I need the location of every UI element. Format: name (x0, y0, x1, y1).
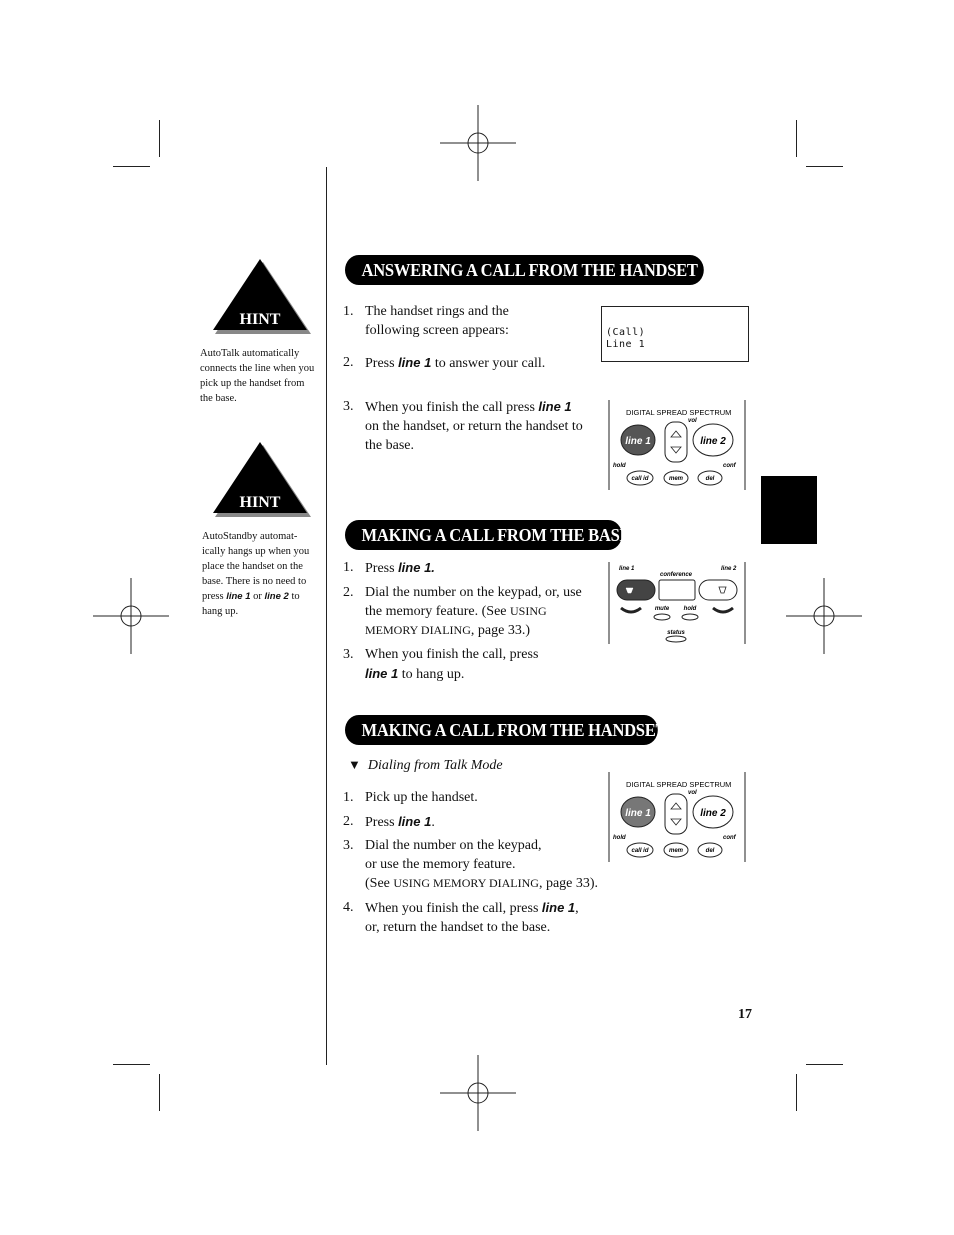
registration-mark-icon (440, 1055, 516, 1131)
vol-label: vol (688, 418, 697, 424)
conference-key[interactable] (659, 580, 695, 600)
chapter-tab (761, 476, 817, 544)
line2-label: line 2 (700, 436, 726, 447)
registration-mark-icon (440, 105, 516, 181)
crop-mark (113, 1064, 150, 1065)
vol-label: vol (688, 790, 697, 796)
mem-label: mem (668, 476, 684, 482)
hint-triangle-icon (205, 439, 315, 521)
hint-line: pick up the handset from (200, 378, 305, 389)
step-text: When you finish the call, press line 1 to hang up. (365, 647, 539, 682)
hold-label: hold (683, 606, 697, 612)
lcd-screen (601, 306, 749, 362)
line2-label: line 2 (700, 808, 726, 819)
line1-label: line 1 (619, 566, 635, 572)
hint-label: HINT (239, 494, 281, 511)
vol-key[interactable] (665, 422, 687, 462)
crop-mark (113, 166, 150, 167)
step-text: When you finish the call, press line 1, or, return the handset to the base. (365, 900, 579, 935)
status-key[interactable] (666, 636, 686, 642)
line2-key[interactable] (699, 580, 737, 600)
step-text: Press line 1. (365, 560, 435, 576)
lcd-line: Line 1 (606, 339, 646, 350)
hint-line: connects the line when you (200, 363, 315, 374)
crop-mark (806, 1064, 843, 1065)
lcd-line: (Call) (606, 327, 646, 338)
registration-mark-icon (93, 578, 169, 654)
hint-label: HINT (239, 311, 281, 328)
hold-key[interactable] (682, 614, 698, 620)
hint-line: AutoStandby automat- (202, 531, 298, 542)
conf-label: conf (723, 463, 736, 469)
crop-mark (796, 1074, 797, 1111)
conf-label: conf (723, 835, 736, 841)
section-banner-base: MAKING A CALL FROM THE BASE (345, 520, 622, 550)
subheading: ▼ Dialing from Talk Mode (348, 757, 503, 773)
hint-text (200, 346, 314, 406)
triangle-down-icon: ▼ (348, 757, 361, 772)
del-label: del (705, 476, 715, 482)
base-keypad-illustration (607, 562, 747, 646)
vol-key[interactable] (665, 794, 687, 834)
hint-line: AutoTalk automatically (200, 348, 300, 359)
hint-line: hang up. (202, 606, 239, 617)
mem-label: mem (668, 848, 684, 854)
mute-label: mute (654, 606, 670, 612)
hint-line: ically hangs up when you (202, 546, 310, 557)
del-label: del (705, 848, 715, 854)
brand-label: DIGITAL SPREAD SPECTRUM (626, 408, 732, 417)
column-divider (326, 167, 327, 1065)
handset-keypad-illustration (607, 772, 747, 864)
page-number: 17 (738, 1007, 752, 1022)
left-arc-key[interactable] (621, 608, 641, 612)
callid-label: call id (631, 848, 649, 854)
brand-label: DIGITAL SPREAD SPECTRUM (626, 780, 732, 789)
hint-line: press line 1 or line 2 to (202, 591, 300, 602)
section-banner-answering: ANSWERING A CALL FROM THE HANDSET (345, 255, 704, 285)
step-text: The handset rings and the following screen appears: (365, 304, 509, 338)
right-arc-key[interactable] (713, 608, 733, 612)
step-text: Press line 1 to answer your call. (365, 355, 546, 371)
step-text: Dial the number on the keypad, or, use the memory feature. (See USING MEMORY DIALING, page 33.) (365, 585, 582, 638)
crop-mark (796, 120, 797, 157)
step-text: Press line 1. (365, 814, 435, 830)
status-label: status (667, 630, 685, 636)
line1-label: line 1 (625, 808, 651, 819)
step-text: When you finish the call press line 1 on the handset, or return the handset to the base. (365, 399, 583, 453)
conference-label: conference (659, 572, 693, 578)
section-banner-handset: MAKING A CALL FROM THE HANDSET (345, 715, 658, 745)
hold-label: hold (613, 835, 626, 841)
hint-line: place the handset on the (202, 561, 303, 572)
step-text: Pick up the handset. (365, 790, 478, 805)
hint-line: base. There is no need to (202, 576, 307, 587)
line1-key[interactable] (617, 580, 655, 600)
hint-line: the base. (200, 393, 237, 404)
handset-keypad-illustration (607, 400, 747, 492)
mute-key[interactable] (654, 614, 670, 620)
hint-text (202, 529, 309, 619)
crop-mark (806, 166, 843, 167)
registration-mark-icon (786, 578, 862, 654)
line2-label: line 2 (721, 566, 737, 572)
callid-label: call id (631, 476, 649, 482)
step-text: Dial the number on the keypad, or use the memory feature. (See USING MEMORY DIALING, page 33). (365, 838, 599, 891)
crop-mark (159, 120, 160, 157)
hold-label: hold (613, 463, 626, 469)
hint-triangle-icon (205, 256, 315, 338)
line1-label: line 1 (625, 436, 651, 447)
crop-mark (159, 1074, 160, 1111)
